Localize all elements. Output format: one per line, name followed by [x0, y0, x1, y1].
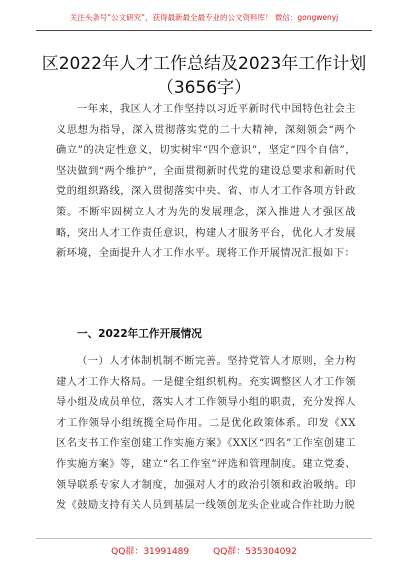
intro-paragraph: 一年来，我区人才工作坚持以习近平新时代中国特色社会主义思想为指导，深入贯彻落实党的二十大精神，深刻领会“两个确立”的决定性意义，切实树牢“四个意识”，坚定“四个自信”，坚决做到“两个维护”，全面贯彻新时代党的建设总要求和新时代党的组织路线，深入贯彻落实中央、省、市人才工作各项方针政策。不断牢固树立人才为先的发展理念，深入推进人才强区战略，突出人才工作责任意识，构建人才服务平台，优化人才发展新环境，全面提升人才工作水平。现将工作开展情况汇报如下：: [56, 104, 356, 260]
header-divider: [36, 30, 372, 31]
qq-group-1: QQ群：31991489: [111, 547, 190, 557]
section-heading: 一、2022年工作开展情况: [77, 328, 202, 340]
footer-contacts: [0, 544, 408, 557]
footer-divider: [36, 538, 372, 539]
qq-group-2: QQ群：535304092: [213, 547, 297, 557]
document-title: 区2022年人才工作总结及2023年工作计划（3656字）: [41, 54, 367, 98]
header-banner: 关注头条号“公文研究”，获得最新最全最专业的公文资料库！ 微信：gongwenyj: [69, 13, 339, 22]
section-paragraph: （一）人才体制机制不断完善。坚持党管人才原则，全力构建人才工作大格局。一是健全组织机构。充实调整区人才工作领导小组及成员单位，落实人才工作领导小组的职责，充分发挥人才工作领导小组统揽全局作用。二是优化政策体系。印发《XX区名支书工作室创建工作实施方案》《XX区“四名”工作室创建工作实施方案》等，建立“名工作室”评选和管理制度。建立党委、领导联系专家人才制度，加强对人才的政治引领和政治吸纳。印发《鼓励支持有关人员到基层一线领创龙头企业或合作社助力脱: [56, 356, 356, 512]
